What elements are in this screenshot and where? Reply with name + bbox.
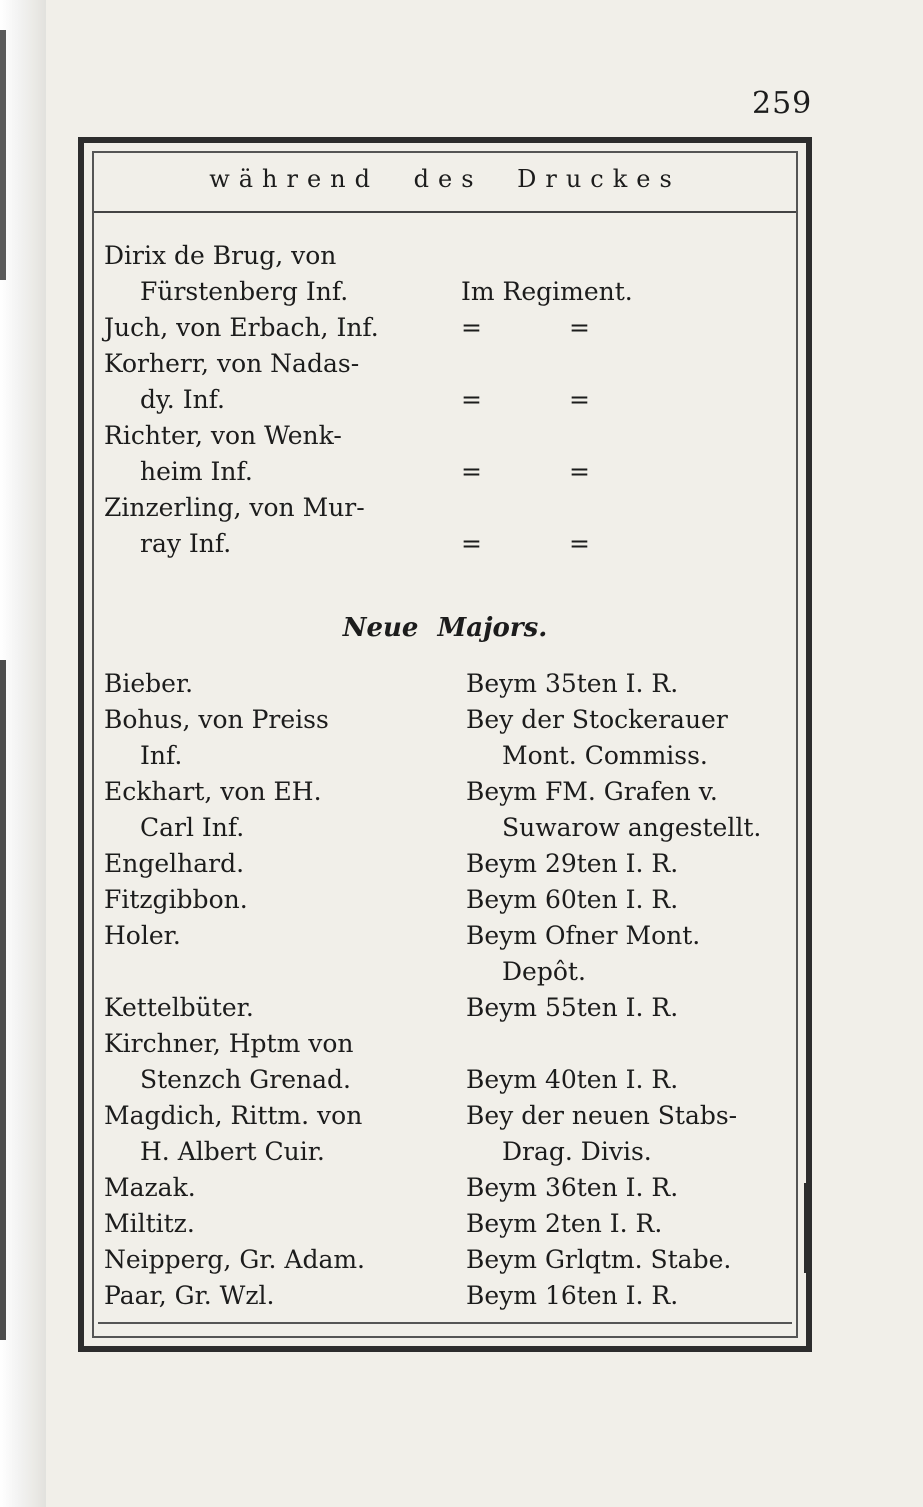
page-number: 259 — [752, 86, 813, 121]
heading-rule — [94, 211, 796, 213]
major-name: Eckhart, von EH. — [104, 777, 322, 806]
major-name: Fitzgibbon. — [104, 885, 248, 914]
page-edge-bottom — [0, 660, 6, 1340]
major-name: Holer. — [104, 921, 181, 950]
major-name: Carl Inf. — [140, 813, 245, 842]
entry-name-line: Juch, von Erbach, Inf. — [104, 313, 379, 342]
ditto-mark: = — [461, 457, 483, 486]
major-name: Mazak. — [104, 1173, 196, 1202]
major-post: Beym 60ten I. R. — [466, 885, 679, 914]
major-post: Beym 36ten I. R. — [466, 1173, 679, 1202]
major-post: Beym Grlqtm. Stabe. — [466, 1245, 732, 1274]
major-post: Beym 16ten I. R. — [466, 1281, 679, 1310]
ditto-mark: = — [569, 529, 591, 558]
entry-name-line: dy. Inf. — [140, 385, 225, 414]
major-post: Beym FM. Grafen v. — [466, 777, 718, 806]
entry-note: Im Regiment. — [461, 277, 633, 306]
frame-right-bar — [804, 1183, 810, 1273]
major-post: Bey der Stockerauer — [466, 705, 728, 734]
ditto-mark: = — [569, 313, 591, 342]
bottom-rule — [98, 1322, 792, 1324]
major-name: Bohus, von Preiss — [104, 705, 329, 734]
major-name: Engelhard. — [104, 849, 245, 878]
major-name: Paar, Gr. Wzl. — [104, 1281, 275, 1310]
entry-name-line: Richter, von Wenk- — [104, 421, 342, 450]
major-post: Beym 2ten I. R. — [466, 1209, 663, 1238]
section-title: Neue Majors. — [342, 613, 548, 643]
major-name: Neipperg, Gr. Adam. — [104, 1245, 365, 1274]
major-post: Drag. Divis. — [502, 1137, 652, 1166]
major-name: Kettelbüter. — [104, 993, 254, 1022]
page-edge-top — [0, 30, 6, 280]
entry-name-line: heim Inf. — [140, 457, 253, 486]
entry-name-line: Zinzerling, von Mur- — [104, 493, 365, 522]
running-heading: während des Druckes — [209, 165, 681, 193]
major-name: Stenzch Grenad. — [140, 1065, 351, 1094]
entry-name-line: Dirix de Brug, von — [104, 241, 337, 270]
major-name: Miltitz. — [104, 1209, 195, 1238]
major-post: Depôt. — [502, 957, 586, 986]
entry-name-line: Korherr, von Nadas- — [104, 349, 360, 378]
major-post: Beym 35ten I. R. — [466, 669, 679, 698]
major-post: Beym 40ten I. R. — [466, 1065, 679, 1094]
major-name: H. Albert Cuir. — [140, 1137, 325, 1166]
ditto-mark: = — [461, 313, 483, 342]
major-post: Beym Ofner Mont. — [466, 921, 701, 950]
major-name: Inf. — [140, 741, 183, 770]
major-name: Kirchner, Hptm von — [104, 1029, 354, 1058]
ditto-mark: = — [569, 385, 591, 414]
ditto-mark: = — [461, 529, 483, 558]
major-name: Magdich, Rittm. von — [104, 1101, 363, 1130]
page-frame — [78, 137, 812, 1352]
major-post: Beym 29ten I. R. — [466, 849, 679, 878]
ditto-mark: = — [569, 457, 591, 486]
major-name: Bieber. — [104, 669, 194, 698]
entry-name-line: Fürstenberg Inf. — [140, 277, 349, 306]
major-post: Bey der neuen Stabs- — [466, 1101, 738, 1130]
major-post: Mont. Commiss. — [502, 741, 708, 770]
ditto-mark: = — [461, 385, 483, 414]
major-post: Beym 55ten I. R. — [466, 993, 679, 1022]
major-post: Suwarow angestellt. — [502, 813, 762, 842]
book-gutter — [0, 0, 46, 1507]
entry-name-line: ray Inf. — [140, 529, 232, 558]
